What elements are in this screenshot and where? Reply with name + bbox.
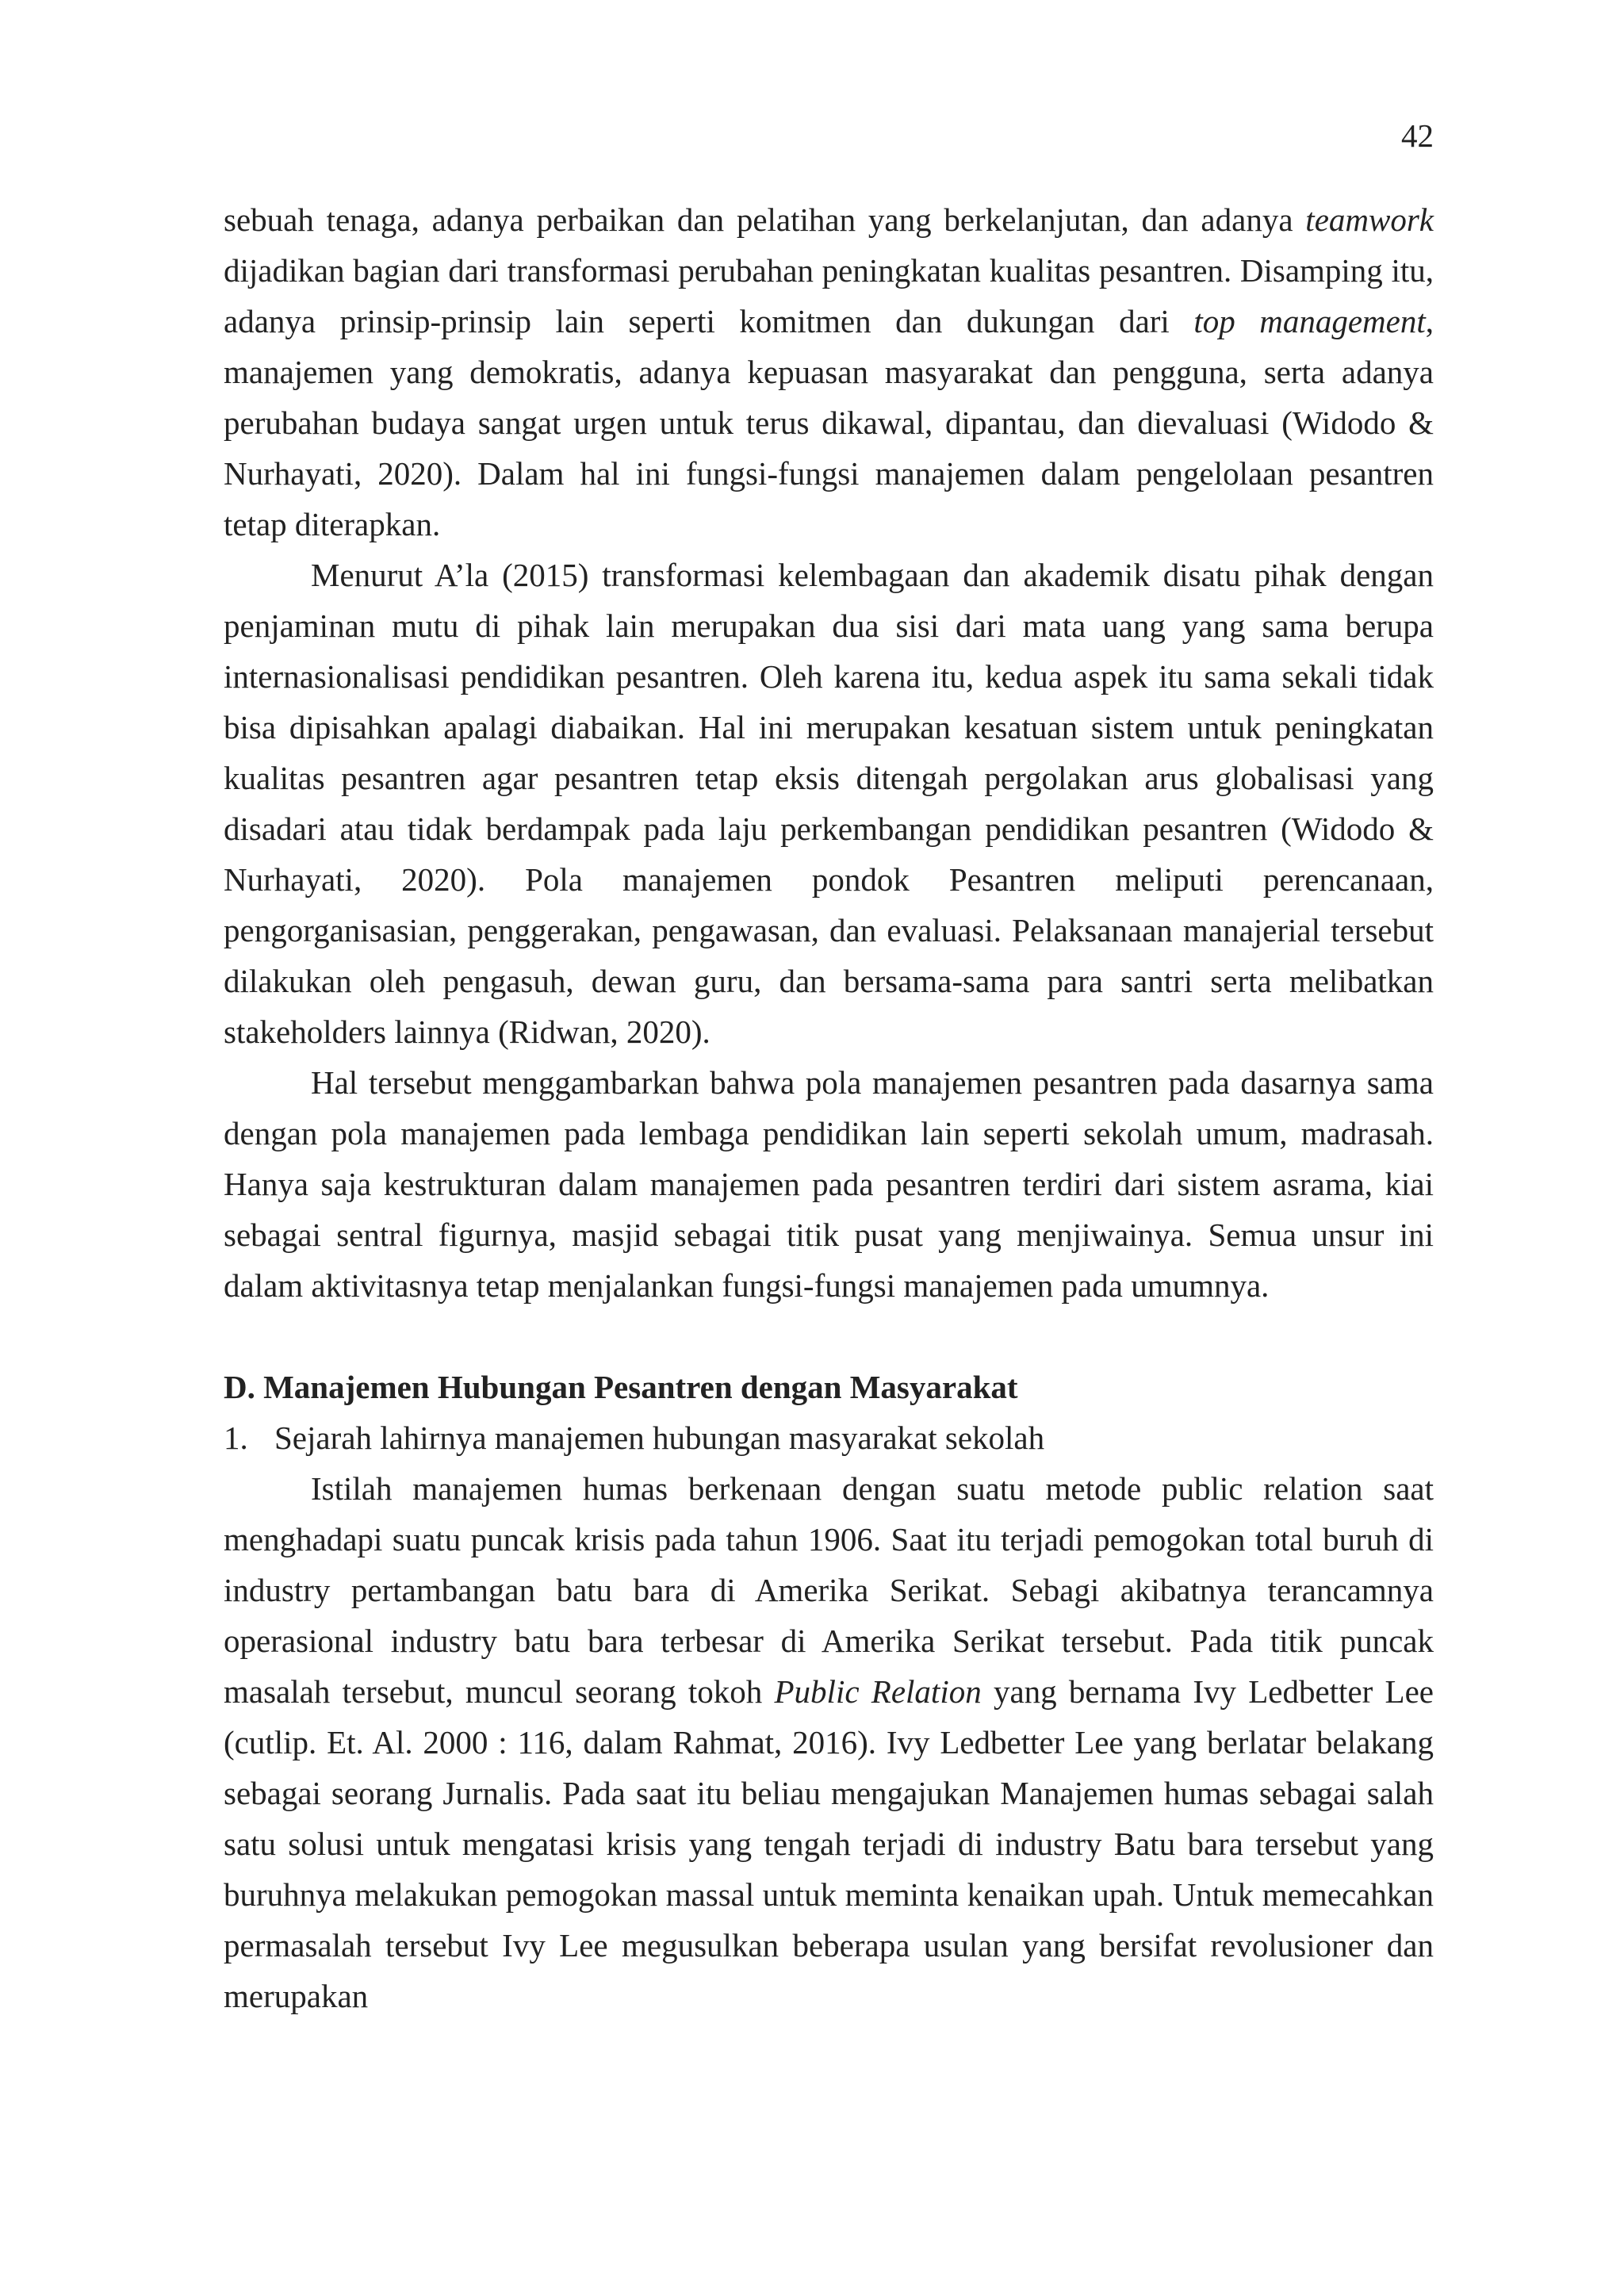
page-body: [224, 194, 1434, 2021]
paragraph-3: Hal tersebut menggambarkan bahwa pola manajemen pesantren pada dasarnya sama dengan pola manajemen pada lembaga pendidikan lain seperti sekolah umum, madrasah. Hanya saja kestrukturan dalam manajemen pada pesantren terdiri dari sistem asrama, kiai sebagai sentral figurnya, masjid sebagai titik pusat yang menjiwainya. Semua unsur ini dalam aktivitasnya tetap menjalankan fungsi-fungsi manajemen pada umumnya.: [224, 1064, 1434, 1304]
paragraph-1-text-b: dijadikan bagian dari transformasi perubahan peningkatan kualitas pesantren. Disamping itu, adanya prinsip-prinsip lain seperti komitmen dan dukungan dari: [224, 252, 1434, 339]
paragraph-4: [224, 1463, 1434, 2021]
subsection-heading: [224, 1412, 1434, 1463]
paragraph-1-text-a: sebuah tenaga, adanya perbaikan dan pelatihan yang berkelanjutan, dan adanya: [224, 201, 1306, 238]
subsection-title: Sejarah lahirnya manajemen hubungan masyarakat sekolah: [274, 1420, 1045, 1456]
section-heading: D. Manajemen Hubungan Pesantren dengan Masyarakat: [224, 1369, 1018, 1405]
paragraph-4-italic-public-relation: Public Relation: [774, 1673, 982, 1710]
paragraph-1-italic-teamwork: teamwork: [1305, 201, 1434, 238]
paragraph-2: Menurut A’la (2015) transformasi kelembagaan dan akademik disatu pihak dengan penjaminan mutu di pihak lain merupakan dua sisi dari mata uang yang sama berupa internasionalisasi pendidikan pesantren. Oleh karena itu, kedua aspek itu sama sekali tidak bisa dipisahkan apalagi diabaikan. Hal ini merupakan kesatuan sistem untuk peningkatan kualitas pesantren agar pesantren tetap eksis ditengah pergolakan arus globalisasi yang disadari atau tidak berdampak pada laju perkembangan pendidikan pesantren (Widodo & Nurhayati, 2020). Pola manajemen pondok Pesantren meliputi perencanaan, pengorganisasian, penggerakan, pengawasan, dan evaluasi. Pelaksanaan manajerial tersebut dilakukan oleh pengasuh, dewan guru, dan bersama-sama para santri serta melibatkan stakeholders lainnya (Ridwan, 2020).: [224, 557, 1434, 1050]
paragraph-1-italic-top-management: top management: [1193, 303, 1426, 339]
paragraph-4-text-a: Istilah manajemen humas berkenaan dengan suatu metode public relation saat menghadapi suatu puncak krisis pada tahun 1906. Saat itu terjadi pemogokan total buruh di industry pertambangan batu bara di Amerika Serikat. Sebagi akibatnya terancamnya operasional industry batu bara terbesar di Amerika Serikat tersebut. Pada titik puncak masalah tersebut, muncul seorang tokoh: [224, 1470, 1434, 1710]
paragraph-1-text-c: , manajemen yang demokratis, adanya kepuasan masyarakat dan pengguna, serta adanya perubahan budaya sangat urgen untuk terus dikawal, dipantau, dan dievaluasi (Widodo & Nurhayati, 2020). Dalam hal ini fungsi-fungsi manajemen dalam pengelolaan pesantren tetap diterapkan.: [224, 303, 1434, 542]
subsection-number: 1.: [224, 1420, 248, 1456]
paragraph-4-text-b: yang bernama Ivy Ledbetter Lee (cutlip. Et. Al. 2000 : 116, dalam Rahmat, 2016). Ivy Ledbetter Lee yang berlatar belakang sebagai seorang Jurnalis. Pada saat itu beliau mengajukan Manajemen humas sebagai salah satu solusi untuk mengatasi krisis yang tengah terjadi di industry Batu bara tersebut yang buruhnya melakukan pemogokan massal untuk meminta kenaikan upah. Untuk memecahkan permasalah tersebut Ivy Lee megusulkan beberapa usulan yang bersifat revolusioner dan merupakan: [224, 1673, 1434, 2014]
page-number: 42: [1401, 117, 1434, 154]
paragraph-1: [224, 194, 1434, 550]
